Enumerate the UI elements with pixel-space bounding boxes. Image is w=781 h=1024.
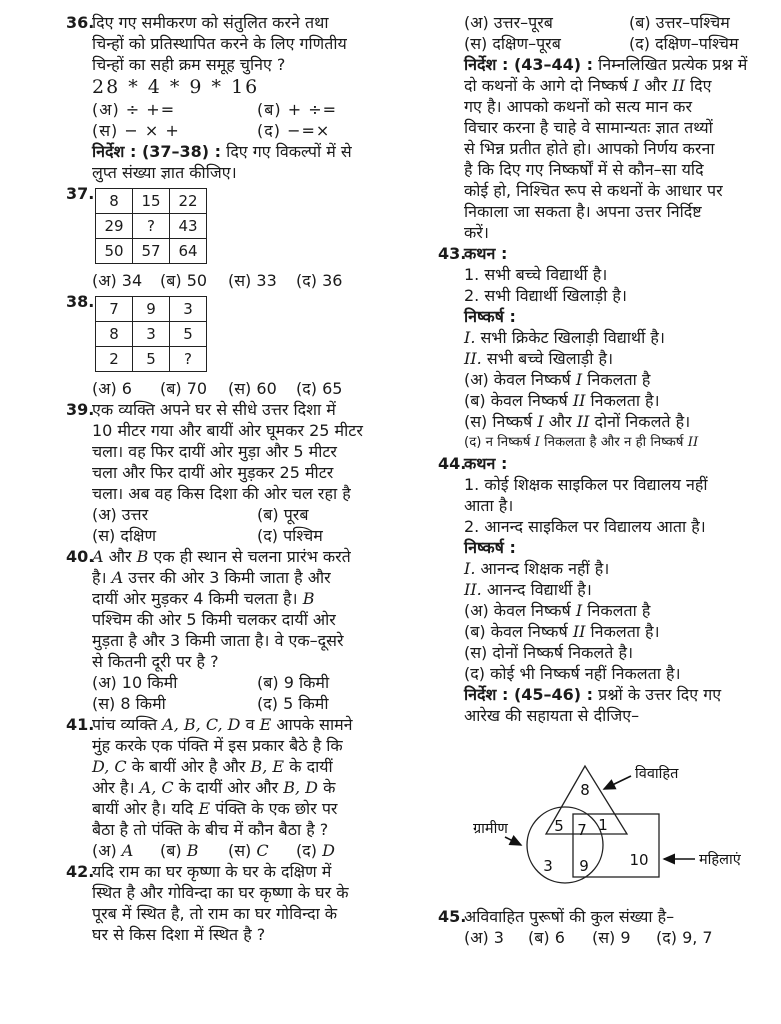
conclusion-line: II. आनन्द विद्यार्थी है।: [464, 580, 592, 599]
question-number: 42.: [66, 862, 95, 881]
option: (अ) 10 किमी: [92, 673, 178, 692]
option: (ब) केवल निष्कर्ष II निकलता है।: [464, 391, 660, 410]
question-line: D, C के बायीं ओर है और B, E के दायीं: [92, 757, 333, 776]
option: (ब) उत्तर–पश्चिम: [629, 13, 730, 32]
question-line: मुड़ता है और 3 किमी जाता है। वे एक–दूसरे: [92, 631, 344, 650]
option: (स) निष्कर्ष I और II दोनों निकलते है।: [464, 412, 691, 431]
matrix-cell: 8: [96, 189, 133, 214]
matrix-table: [95, 296, 207, 372]
options-row: [92, 270, 412, 291]
option: (द) पश्चिम: [257, 526, 323, 545]
option: (स) C: [228, 841, 269, 860]
question-line: बैठा है तो पंक्ति के बीच में कौन बैठा है ?: [92, 820, 329, 839]
question-line: एक व्यक्ति अपने घर से सीधे उत्तर दिशा में: [92, 400, 336, 419]
option: (द) कोई भी निष्कर्ष नहीं निकलता है।: [464, 664, 681, 683]
option: (द) D: [296, 841, 335, 860]
option: (अ) ÷ +=: [92, 100, 176, 119]
venn-value-triangle-only: 8: [580, 781, 590, 799]
matrix-cell: 5: [170, 322, 207, 347]
question-number: 43.: [438, 244, 467, 263]
venn-label-women: महिलाएं: [699, 852, 741, 868]
matrix-cell: 22: [170, 189, 207, 214]
conclusion-line: I. सभी क्रिकेट खिलाड़ी विद्यार्थी है।: [464, 328, 665, 347]
option: (स) 8 किमी: [92, 694, 166, 713]
question-line: बायीं ओर है। यदि E पंक्ति के एक छोर पर: [92, 799, 338, 818]
statements-heading: कथन :: [464, 454, 508, 473]
direction-line: करें।: [464, 223, 489, 242]
question-line: चिन्हों को प्रतिस्थापित करने के लिए गणितीय: [92, 34, 347, 53]
direction-text: लुप्त संख्या ज्ञात कीजिए।: [92, 163, 237, 182]
option: (स) − × +: [92, 121, 180, 140]
venn-value-tri-circle-rect: 7: [577, 821, 587, 839]
option: (अ) A: [92, 841, 134, 860]
matrix-cell: 64: [170, 239, 207, 264]
options-row: [464, 927, 781, 948]
options-row: [92, 525, 412, 546]
options-row: [92, 99, 412, 120]
statement-line: 1. सभी बच्चे विद्यार्थी है।: [464, 265, 608, 284]
option: (ब) 70: [160, 379, 208, 398]
question-number: 36.: [66, 13, 95, 32]
question-line: ओर है। A, C के दायीं ओर और B, D के: [92, 778, 336, 797]
options-row: [464, 12, 781, 33]
question-line: चिन्हों का सही क्रम समूह चुनिए ?: [92, 55, 286, 74]
question-line: यदि राम का घर कृष्णा के घर के दक्षिण में: [92, 862, 332, 881]
direction-text: दिए गए विकल्पों में से: [226, 142, 352, 161]
options-row: [92, 672, 412, 693]
married-arrow: [604, 776, 631, 789]
conclusion-line: I. आनन्द शिक्षक नहीं है।: [464, 559, 610, 578]
matrix-cell: ?: [133, 214, 170, 239]
options-row: [464, 33, 781, 54]
venn-value-tri-rect: 1: [598, 816, 608, 834]
matrix-cell: 29: [96, 214, 133, 239]
q42-options-continued: [464, 12, 781, 54]
option: (अ) केवल निष्कर्ष I निकलता है: [464, 370, 651, 389]
question-line: पांच व्यक्ति A, B, C, D व E आपके सामने: [92, 715, 353, 734]
rural-arrow: [505, 837, 521, 845]
direction-43-44: [464, 54, 781, 243]
matrix-table: [95, 188, 207, 264]
question-41: [66, 714, 412, 861]
venn-value-tri-circle: 5: [554, 817, 564, 835]
options-row: [92, 693, 412, 714]
question-line: A और B एक ही स्थान से चलना प्रारंभ करते: [92, 547, 351, 566]
left-column: [66, 12, 412, 948]
question-line: स्थित है और गोविन्दा का घर कृष्णा के घर के: [92, 883, 349, 902]
question-line: चला। वह फिर दायीं ओर मुड़ा और 5 मीटर: [92, 442, 337, 461]
question-line: मुंह करके एक पंक्ति में इस प्रकार बैठे है कि: [92, 736, 343, 755]
question-line: घर से किस दिशा में स्थित है ?: [92, 925, 266, 944]
option: (ब) B: [160, 841, 199, 860]
matrix-cell: 2: [96, 347, 133, 372]
option: (द) दक्षिण–पश्चिम: [629, 34, 739, 53]
option: (अ) उत्तर–पूरब: [464, 13, 553, 32]
question-number: 41.: [66, 715, 95, 734]
matrix-cell: 15: [133, 189, 170, 214]
matrix-cell: 50: [96, 239, 133, 264]
direction-line: विचार करना है चाहे वे सामान्यतः ज्ञात तथ्यों: [464, 118, 713, 137]
direction-line: दो कथनों के आगे दो निष्कर्ष I और II दिए: [464, 76, 712, 95]
venn-label-rural: ग्रामीण: [473, 821, 508, 837]
option: (अ) 6: [92, 379, 132, 398]
direction-heading: निर्देश : (37–38) :: [92, 142, 222, 161]
option: (अ) 34: [92, 271, 143, 290]
question-38: [66, 291, 412, 399]
question-36: [66, 12, 412, 183]
direction-text: प्रश्नों के उत्तर दिए गए: [598, 685, 722, 704]
venn-value-circle-rect: 9: [579, 857, 589, 875]
statement-line: आता है।: [464, 496, 514, 515]
option: (ब) 9 किमी: [257, 673, 330, 692]
matrix-cell: 9: [133, 297, 170, 322]
option: (अ) उत्तर: [92, 505, 149, 524]
direction-line: से भिन्न प्रतीत होते हो। आपको निर्णय करना: [464, 139, 715, 158]
option: (द) 36: [296, 271, 343, 290]
option: (स) 33: [228, 271, 277, 290]
question-line: चला और फिर दायीं ओर मुड़कर 25 मीटर: [92, 463, 334, 482]
venn-value-rect-only: 10: [629, 851, 649, 869]
direction-line: कोई हो, निश्चित रूप से कथनों के आधार पर: [464, 181, 723, 200]
right-column: [438, 12, 781, 948]
matrix-cell: ?: [170, 347, 207, 372]
question-line: चला। अब वह किस दिशा की ओर चल रहा है: [92, 484, 351, 503]
statement-line: 1. कोई शिक्षक साइकिल पर विद्यालय नहीं: [464, 475, 708, 494]
option: (द) −=×: [257, 121, 331, 140]
options-row: [92, 840, 412, 861]
question-line: दायीं ओर मुड़कर 4 किमी चलता है। B: [92, 589, 315, 608]
direction-text: निम्नलिखित प्रत्येक प्रश्न में: [598, 55, 748, 74]
question-line: 10 मीटर गया और बायीं ओर घूमकर 25 मीटर: [92, 421, 363, 440]
question-45: [438, 906, 781, 948]
conclusion-line: II. सभी बच्चे खिलाड़ी है।: [464, 349, 614, 368]
direction-line: [464, 54, 781, 75]
direction-line: निकाला जा सकता है। अपना उत्तर निर्दिष्ट: [464, 202, 702, 221]
option: (अ) केवल निष्कर्ष I निकलता है: [464, 601, 651, 620]
options-row: [92, 378, 412, 399]
equation: 28 * 4 * 9 * 16: [92, 76, 260, 98]
option: (ब) 50: [160, 271, 208, 290]
question-number: 45.: [438, 907, 467, 926]
option: (स) दक्षिण–पूरब: [464, 34, 561, 53]
options-row: [92, 120, 412, 141]
question-number: 39.: [66, 400, 95, 419]
option: (ब) केवल निष्कर्ष II निकलता है।: [464, 622, 660, 641]
statement-line: 2. सभी विद्यार्थी खिलाड़ी है।: [464, 286, 627, 305]
direction-line: गए है। आपको कथनों को सत्य मान कर: [464, 97, 693, 116]
question-44: [438, 453, 781, 684]
matrix-cell: 5: [133, 347, 170, 372]
matrix-cell: 7: [96, 297, 133, 322]
question-42: [66, 861, 412, 945]
matrix-cell: 43: [170, 214, 207, 239]
statements-heading: कथन :: [464, 244, 508, 263]
option: (ब) 6: [528, 928, 565, 947]
question-line: से कितनी दूरी पर है ?: [92, 652, 219, 671]
question-line: पूरब में स्थित है, तो राम का घर गोविन्दा के: [92, 904, 338, 923]
matrix-cell: 3: [170, 297, 207, 322]
question-line: पश्चिम की ओर 5 किमी चलकर दायीं ओर: [92, 610, 336, 629]
question-39: [66, 399, 412, 546]
option: (स) दक्षिण: [92, 526, 157, 545]
direction-line: [464, 684, 781, 705]
option: (स) 60: [228, 379, 277, 398]
option: (ब) पूरब: [257, 505, 309, 524]
direction-45-46: [464, 684, 781, 726]
direction-line: है कि दिए गए निष्कर्षों में से कौन–सा यदि: [464, 160, 704, 179]
venn-value-circle-only: 3: [543, 857, 553, 875]
direction-heading: निर्देश : (43–44) :: [464, 55, 594, 74]
question-line: है। A उत्तर की ओर 3 किमी जाता है और: [92, 568, 331, 587]
matrix-cell: 3: [133, 322, 170, 347]
conclusions-heading: निष्कर्ष :: [464, 307, 516, 326]
direction-block: [92, 141, 412, 162]
matrix-cell: 8: [96, 322, 133, 347]
question-number: 40.: [66, 547, 95, 566]
options-row: [92, 504, 412, 525]
question-number: 38.: [66, 292, 95, 311]
option: (अ) 3: [464, 928, 504, 947]
direction-line: आरेख की सहायता से दीजिए–: [464, 706, 640, 725]
option: (द) 9, 7: [656, 928, 713, 947]
option: (द) न निष्कर्ष I निकलता है और न ही निष्कर्ष II: [464, 435, 699, 450]
question-line: अविवाहित पुरूषों की कुल संख्या है–: [464, 907, 675, 926]
option: (ब) + ÷=: [257, 100, 338, 119]
venn-diagram: [455, 742, 781, 902]
venn-circle-rural: [527, 807, 603, 883]
question-40: [66, 546, 412, 714]
question-number: 37.: [66, 184, 95, 203]
conclusions-heading: निष्कर्ष :: [464, 538, 516, 557]
option: (द) 5 किमी: [257, 694, 329, 713]
statement-line: 2. आनन्द साइकिल पर विद्यालय आता है।: [464, 517, 706, 536]
question-37: [66, 183, 412, 291]
question-number: 44.: [438, 454, 467, 473]
question-line: दिए गए समीकरण को संतुलित करने तथा: [92, 13, 329, 32]
option: (स) दोनों निष्कर्ष निकलते है।: [464, 643, 634, 662]
direction-heading: निर्देश : (45–46) :: [464, 685, 594, 704]
option: (स) 9: [592, 928, 631, 947]
option: (द) 65: [296, 379, 343, 398]
question-43: [438, 243, 781, 453]
matrix-cell: 57: [133, 239, 170, 264]
venn-label-married: विवाहित: [635, 766, 679, 782]
